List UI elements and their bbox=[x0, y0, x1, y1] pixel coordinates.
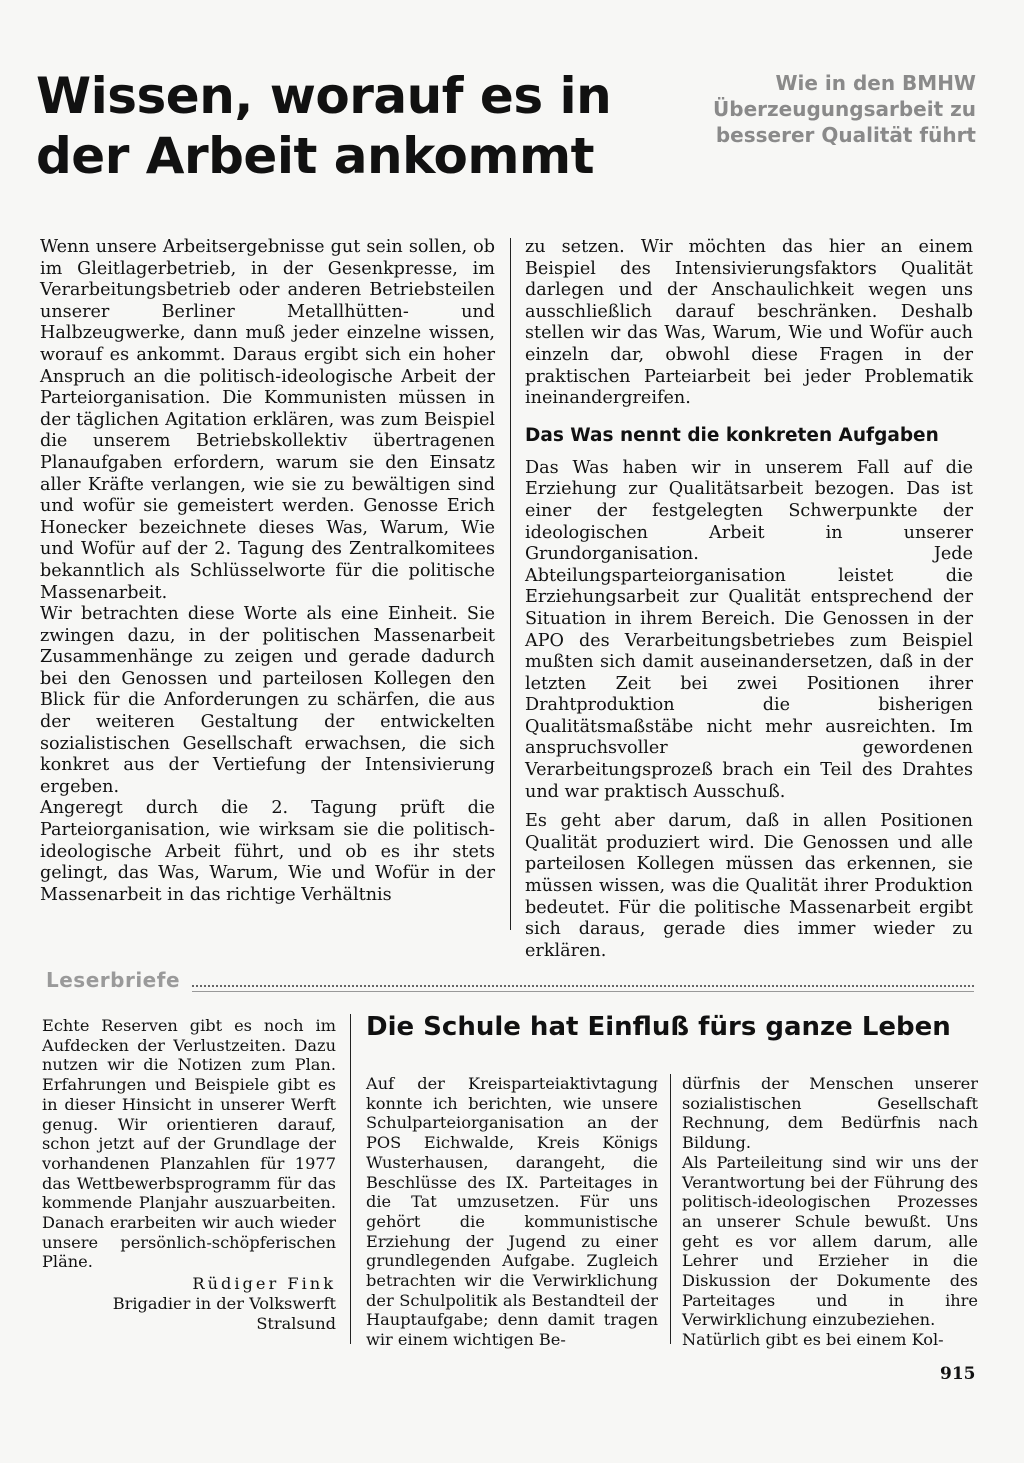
letter-author-role: Brigadier in der Volkswerft bbox=[112, 1293, 336, 1313]
paragraph: zu setzen. Wir möchten das hier an einem Beispiel des Intensivierungsfaktors Qualität darlegen und der Anschaulichkeit wegen uns ausschließlich darauf beschränken. Deshalb stellen wir das Was, Warum, Wie und Wofür auch einzeln dar, obwohl diese Fragen in der praktischen Parteiarbeit bei jeder Problematik ineinandergreifen. bbox=[525, 237, 973, 409]
letter-author-place: Stralsund bbox=[256, 1313, 336, 1333]
letter-schule-column-1 bbox=[366, 1074, 658, 1350]
article-column-left bbox=[40, 237, 495, 906]
letter-author: Rüdiger Fink bbox=[192, 1274, 336, 1294]
paragraph: Angeregt durch die 2. Tagung prüft die Parteiorganisation, wie wirksam sie die politisch-ideologische Arbeit führt, und ob es ihr stets gelingt, das Was, Warum, Wie und Wofür in der Massenarbeit in das richtige Verhältnis bbox=[40, 798, 495, 905]
letter-text: Echte Reserven gibt es noch im Aufdecken der Verlustzeiten. Dazu nutzen wir die Notizen zum Plan. Erfahrungen und Beispiele gibt es in dieser Hinsicht in unserer Werft genug. Wir orientieren darauf, schon jetzt auf der Grundlage der vorhandenen Planzahlen für 1977 das Wettbewerbsprogramm für das kommende Planjahr auszuarbeiten. Danach erarbeiten wir auch wieder unsere persönlich-schöpferischen Pläne. bbox=[42, 1016, 336, 1272]
paragraph: Als Parteileitung sind wir uns der Verantwortung bei der Führung des politisch-ideologischen Prozesses an unserer Schule bewußt. Uns geht es vor allem darum, alle Lehrer und Erzieher in die Diskussion der Dokumente des Parteitages und in ihre Verwirklichung einzubeziehen. bbox=[682, 1152, 978, 1330]
paragraph: dürfnis der Menschen unserer sozialistischen Gesellschaft Rechnung, dem Bedürfnis nach Bildung. bbox=[682, 1074, 978, 1153]
article-headline: Wissen, worauf es in der Arbeit ankommt bbox=[36, 67, 612, 185]
page-number: 915 bbox=[940, 1364, 976, 1384]
section-rule bbox=[192, 985, 974, 992]
letter-headline: Die Schule hat Einfluß fürs ganze Leben bbox=[366, 1012, 951, 1042]
letter-schule-column-2 bbox=[682, 1074, 978, 1350]
column-divider bbox=[670, 1074, 671, 1344]
column-divider bbox=[510, 238, 511, 930]
letter-fink bbox=[42, 1016, 336, 1333]
paragraph: Wir betrachten diese Worte als eine Einheit. Sie zwingen dazu, in der politischen Massenarbeit Zusammenhänge zu zeigen und gerade dadurch bei den Genossen und parteilosen Kollegen den Blick für die Anforderungen zu schärfen, die aus der weiteren Gestaltung der entwickelten sozialistischen Gesellschaft erwachsen, die sich konkret aus der Vertiefung der Intensivierung ergeben. bbox=[40, 604, 495, 797]
paragraph: Das Was haben wir in unserem Fall auf die Erziehung zur Qualitätsarbeit bezogen. Das ist einer der festgelegten Schwerpunkte der ideologischen Arbeit in unserer Grundorganisation. Jede Abteilungsparteiorganisation leistet die Erziehungsarbeit zur Qualität entsprechend der Situation in ihrem Bereich. Die Genossen in der APO des Verarbeitungsbetriebes zum Beispiel mußten sich damit auseinandersetzen, daß in der letzten Zeit bei zwei Positionen ihrer Drahtproduktion die bisherigen Qualitätsmaßstäbe nicht mehr ausreichten. Im anspruchsvoller gewordenen Verarbeitungsprozeß brach ein Teil des Drahtes und war praktisch Ausschuß. bbox=[525, 457, 973, 802]
letter-signature bbox=[42, 1274, 336, 1333]
column-divider bbox=[350, 1014, 351, 1344]
paragraph: Es geht aber darum, daß in allen Positionen Qualität produziert wird. Die Genossen und alle parteilosen Kollegen müssen das erkennen, sie müssen wissen, was die Qualität ihrer Produktion bedeutet. Für die politische Massenarbeit ergibt sich daraus, gerade dies immer wieder zu erklären. bbox=[525, 811, 973, 961]
subheading: Das Was nennt die konkreten Aufgaben bbox=[525, 424, 939, 446]
section-label-leserbriefe: Leserbriefe bbox=[46, 968, 181, 992]
paragraph: Auf der Kreisparteiaktivtagung konnte ich berichten, wie unsere Schulparteiorganisation an der POS Eichwalde, Kreis Königs Wusterhausen, darangeht, die Beschlüsse des IX. Parteitages in die Tat umzusetzen. Für uns gehört die kommunistische Erziehung der Jugend zu einer grundlegenden Aufgabe. Zugleich betrachten wir die Verwirklichung der Schulpolitik als Bestandteil der Hauptaufgabe; denn damit tragen wir einem wichtigen Be- bbox=[366, 1074, 658, 1350]
paragraph: Wenn unsere Arbeitsergebnisse gut sein sollen, ob im Gleitlagerbetrieb, in der Gesenkpresse, im Verarbeitungsbetrieb oder anderen Betriebsteilen unserer Berliner Metallhütten- und Halbzeugwerke, dann muß jeder einzelne wissen, worauf es ankommt. Daraus ergibt sich ein hoher Anspruch an die politisch-ideologische Arbeit der Parteiorganisation. Die Kommunisten müssen in der täglichen Agitation erklären, was zum Beispiel die unserem Betriebskollektiv übertragenen Planaufgaben erfordern, warum sie den Einsatz aller Kräfte verlangen, wie sie zu bewältigen sind und wofür sie gemeistert werden. Genosse Erich Honecker bezeichnete dieses Was, Warum, Wie und Wofür auf der 2. Tagung des Zentralkomitees bekanntlich als Schlüsselworte für die politische Massenarbeit. bbox=[40, 237, 495, 603]
article-column-right bbox=[525, 237, 973, 962]
paragraph: Natürlich gibt es bei einem Kol- bbox=[682, 1330, 944, 1350]
article-kicker: Wie in den BMHW Überzeugungsarbeit zu besserer Qualität führt bbox=[713, 71, 976, 147]
